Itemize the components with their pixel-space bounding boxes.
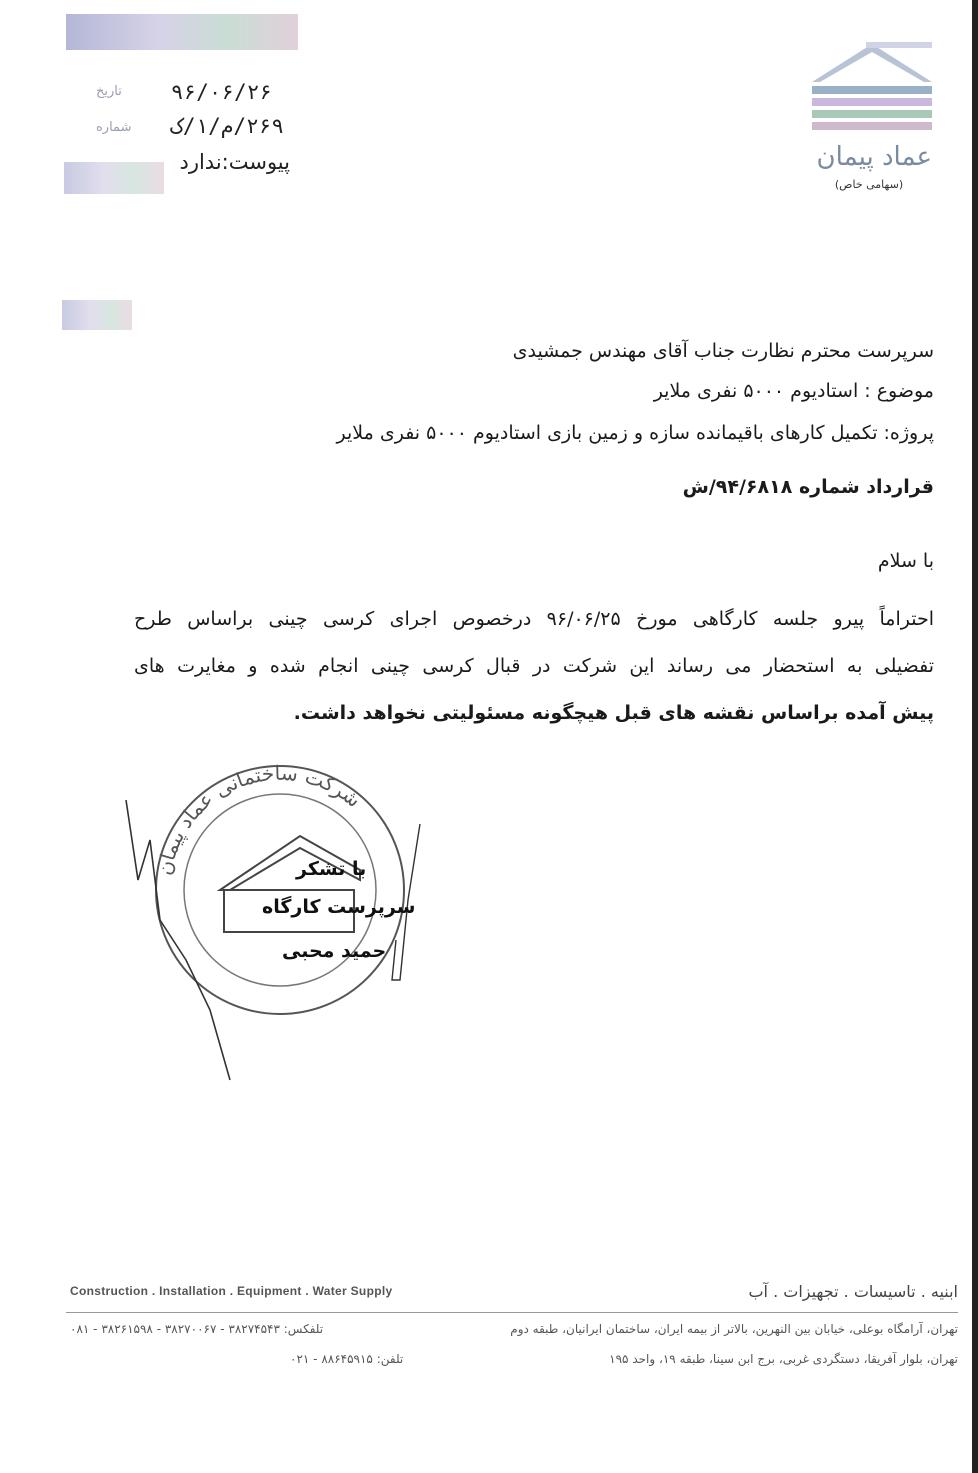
body-line: تفضیلی به استحضار می رساند این شرکت در قبال کرسی چینی انجام شده و مغایرت های <box>134 655 934 677</box>
recipient-line: سرپرست محترم نظارت جناب آقای مهندس جمشیدی <box>512 340 934 362</box>
attachment-row <box>150 150 290 174</box>
footer-address-2: تهران، بلوار آفریقا، دستگردی غربی، برج ابن سینا، طبقه ۱۹، واحد ۱۹۵ <box>609 1352 958 1366</box>
number-label: شماره <box>96 120 132 135</box>
company-stamp <box>120 740 440 1120</box>
body-line: پیش آمده براساس نقشه های قبل هیچگونه مسئولیتی نخواهد داشت. <box>293 702 934 724</box>
logo-house-icon <box>806 38 936 142</box>
footer-services-fa: ابنیه . تاسیسات . تجهیزات . آب <box>748 1282 958 1301</box>
footer-services-en: Construction . Installation . Equipment . Water Supply <box>70 1284 393 1298</box>
signature-name: حمید محبی <box>282 940 387 962</box>
logo-subtitle: (سهامی خاص) <box>834 178 904 191</box>
attachment-label: پیوست: <box>221 150 290 174</box>
signature-thanks: با تشکر <box>296 858 367 880</box>
company-logo <box>806 38 936 198</box>
number-value: ۲۶۹/م/۱/ک <box>170 114 284 138</box>
project-line: پروژه: تکمیل کارهای باقیمانده سازه و زمین بازی استادیوم ۵۰۰۰ نفری ملایر <box>336 422 934 444</box>
footer-phones-1: تلفکس: ۳۸۲۷۴۵۴۳ - ۳۸۲۷۰۰۶۷ - ۳۸۲۶۱۵۹۸ - ۰۸۱ <box>70 1322 324 1336</box>
scan-edge <box>972 0 978 1473</box>
logo-name: عماد پیمان <box>816 142 932 172</box>
date-value: ۹۶/۰۶/۲۶ <box>170 80 272 104</box>
date-label: تاریخ <box>96 84 122 99</box>
stamp-ring-text: شرکت ساختمانی عماد پیمان <box>151 760 366 878</box>
greeting-line: با سلام <box>877 550 934 572</box>
scan-artifact-mid <box>62 300 132 330</box>
letter-body <box>134 596 934 737</box>
footer-address-1: تهران، آرامگاه بوعلی، خیابان بین النهرین، بالاتر از بیمه ایران، ساختمان ایرانیان، طبقه دوم <box>510 1322 958 1336</box>
footer-phones-2: تلفن: ۸۸۶۴۵۹۱۵ - ۰۲۱ <box>290 1352 404 1366</box>
scan-artifact-top <box>66 14 298 50</box>
signature-title: سرپرست کارگاه <box>262 896 416 918</box>
scan-artifact-header <box>64 162 164 194</box>
body-line: احتراماً پیرو جلسه کارگاهی مورخ ۹۶/۰۶/۲۵ درخصوص اجرای کرسی چینی براساس طرح <box>134 608 934 630</box>
footer-divider <box>66 1312 958 1313</box>
subject-line: موضوع : استادیوم ۵۰۰۰ نفری ملایر <box>653 380 934 402</box>
contract-line: قرارداد شماره ۹۴/۶۸۱۸/ش <box>682 476 934 498</box>
attachment-value: ندارد <box>179 150 222 174</box>
